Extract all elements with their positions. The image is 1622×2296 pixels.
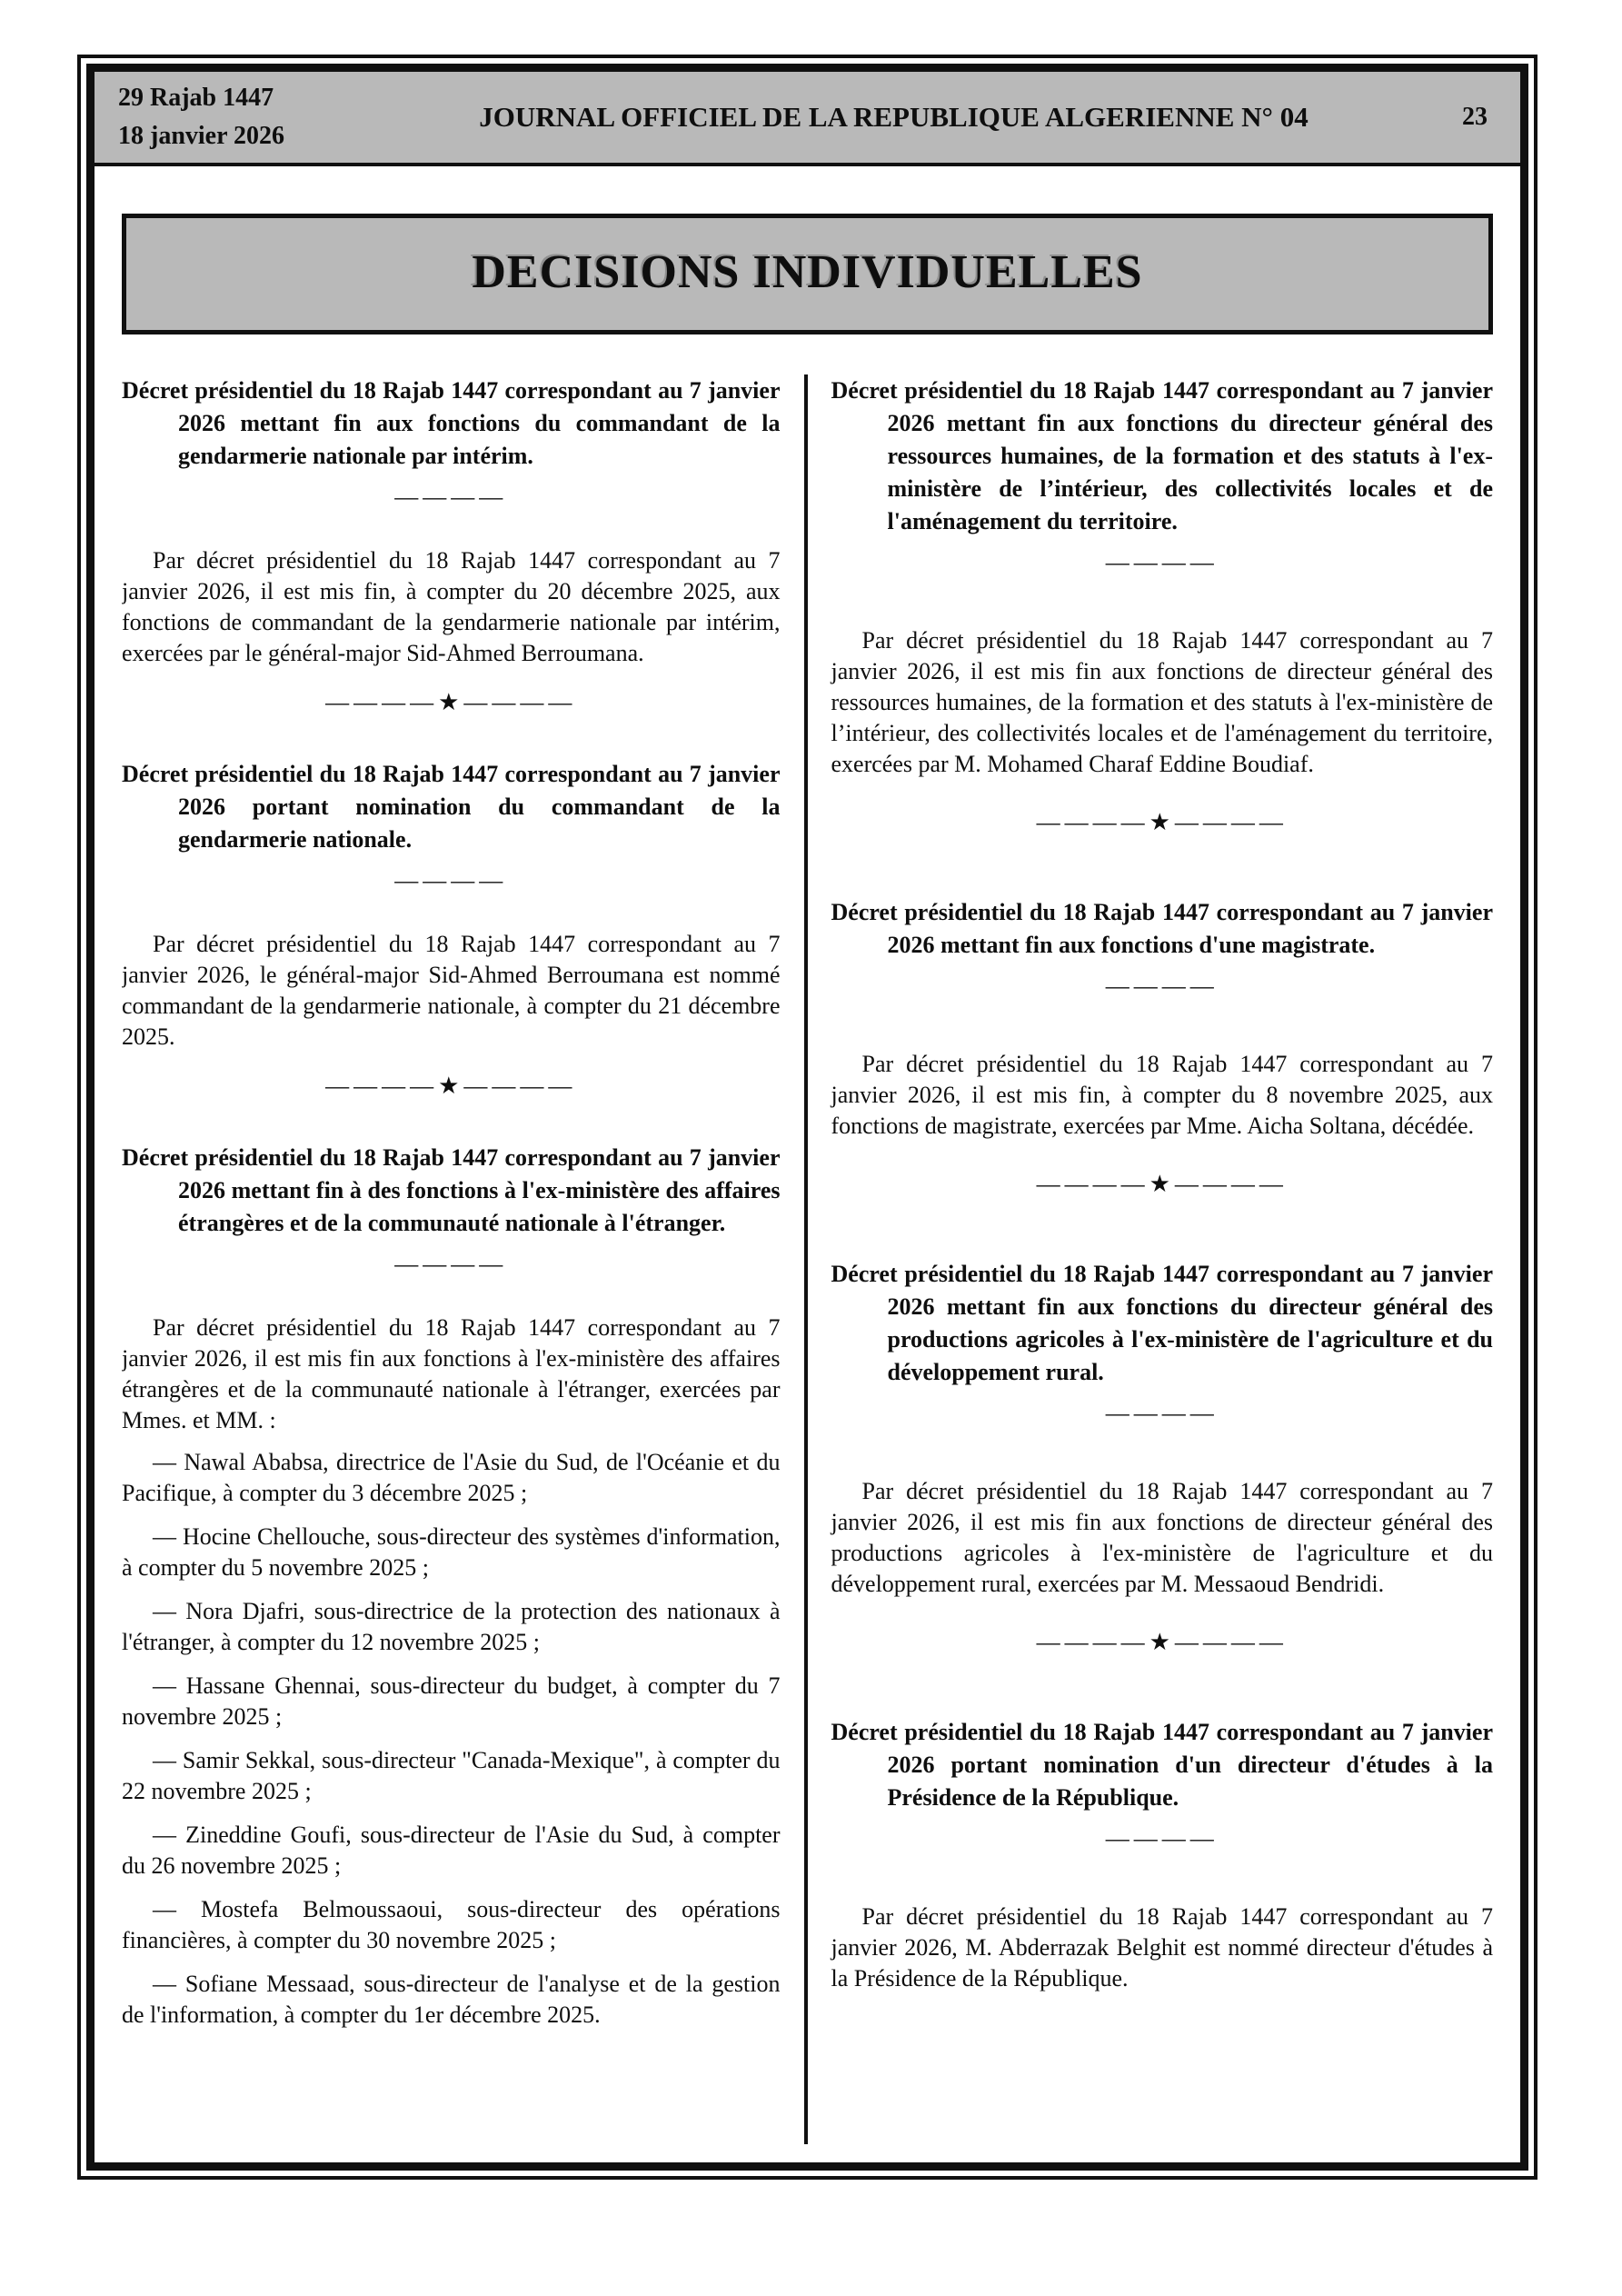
separator-dashes: ————: [1105, 1400, 1219, 1426]
decree-block: [122, 758, 781, 1102]
decree-block: [122, 1142, 781, 2031]
columns: [122, 374, 1493, 2144]
decree-paragraph: Par décret présidentiel du 18 Rajab 1447 correspondant au 7 janvier 2026, le général-major Sid-Ahmed Berroumana est nommé commandant de la gendarmerie nationale, à compter du 21 décembre 2025.: [122, 931, 781, 1050]
separator-star: ————★————: [325, 1073, 577, 1099]
decree-block: [831, 374, 1494, 838]
journal-title: JOURNAL OFFICIEL DE LA REPUBLIQUE ALGERIENNE N° 04: [479, 101, 1309, 133]
decree-paragraph: Par décret présidentiel du 18 Rajab 1447 correspondant au 7 janvier 2026, M. Abderrazak Belghit est nommé directeur d'études à la Présidence de la République.: [831, 1903, 1493, 1992]
decree-list-item: — Hocine Chellouche, sous-directeur des systèmes d'information, à compter du 5 novembre 2025 ;: [122, 1523, 781, 1581]
separator-dashes: ————: [394, 1251, 508, 1277]
separator-dashes: ————: [394, 867, 508, 893]
decree-paragraph: Par décret présidentiel du 18 Rajab 1447 correspondant au 7 janvier 2026, il est mis fin aux fonctions à l'ex-ministère des affaires étrangères et de la communauté nationale à l'étranger, exercées par Mmes. et MM. :: [122, 1314, 781, 1433]
header-dates: [118, 79, 418, 155]
separator-star: ————★————: [325, 689, 577, 715]
decree-paragraph: Par décret présidentiel du 18 Rajab 1447 correspondant au 7 janvier 2026, il est mis fin aux fonctions de directeur général des ressources humaines, de la formation et des statuts à l'ex-ministère de l’intérieur, des collectivités locales et de l'aménagement du territoire, exercées par M. Mohamed Charaf Eddine Boudiaf.: [831, 627, 1493, 777]
separator-star: ————★————: [1036, 809, 1288, 835]
decree-heading: Décret présidentiel du 18 Rajab 1447 correspondant au 7 janvier 2026 mettant fin aux fonctions du directeur général des productions agricoles à l'ex-ministère de l'agriculture et du développement rural.: [831, 1261, 1493, 1385]
decree-heading: Décret présidentiel du 18 Rajab 1447 correspondant au 7 janvier 2026 mettant fin aux fonctions d'une magistrate.: [831, 899, 1493, 958]
decree-paragraph: Par décret présidentiel du 18 Rajab 1447 correspondant au 7 janvier 2026, il est mis fin, à compter du 8 novembre 2025, aux fonctions de magistrate, exercées par Mme. Aicha Soltana, décédée.: [831, 1051, 1493, 1139]
column-right: [808, 374, 1494, 2144]
date-gregorian: 18 janvier 2026: [118, 122, 285, 150]
page-content: [95, 166, 1520, 2162]
column-left: [122, 374, 808, 2144]
decree-list-item: — Mostefa Belmoussaoui, sous-directeur des opérations financières, à compter du 30 novembre 2025 ;: [122, 1896, 781, 1953]
separator-dashes: ————: [1105, 973, 1219, 999]
header-band: [95, 72, 1520, 166]
decree-block: [831, 896, 1494, 1200]
decree-paragraph: Par décret présidentiel du 18 Rajab 1447 correspondant au 7 janvier 2026, il est mis fin aux fonctions de directeur général des productions agricoles à l'ex-ministère de l'agriculture et du développement rural, exercées par M. Messaoud Bendridi.: [831, 1478, 1493, 1597]
date-hijri: 29 Rajab 1447: [118, 84, 274, 112]
decree-list-item: — Zineddine Goufi, sous-directeur de l'Asie du Sud, à compter du 26 novembre 2025 ;: [122, 1822, 781, 1879]
decree-block: [831, 1716, 1494, 1994]
page-inner-frame: [86, 64, 1528, 2171]
decree-heading: Décret présidentiel du 18 Rajab 1447 correspondant au 7 janvier 2026 mettant fin à des fonctions à l'ex-ministère des affaires étrangères et de la communauté nationale à l'étranger.: [122, 1144, 781, 1236]
decree-list-item: — Hassane Ghennai, sous-directeur du budget, à compter du 7 novembre 2025 ;: [122, 1672, 781, 1730]
decree-heading: Décret présidentiel du 18 Rajab 1447 correspondant au 7 janvier 2026 portant nomination du commandant de la gendarmerie nationale.: [122, 761, 781, 853]
decree-list-item: — Nora Djafri, sous-directrice de la protection des nationaux à l'étranger, à compter du 12 novembre 2025 ;: [122, 1598, 781, 1655]
decree-block: [831, 1258, 1494, 1658]
page-number: 23: [1462, 103, 1488, 131]
decree-heading: Décret présidentiel du 18 Rajab 1447 correspondant au 7 janvier 2026 mettant fin aux fonctions du commandant de la gendarmerie nationale par intérim.: [122, 377, 781, 469]
decree-heading: Décret présidentiel du 18 Rajab 1447 correspondant au 7 janvier 2026 mettant fin aux fonctions du directeur général des ressources humaines, de la formation et des statuts à l'ex-ministère de l’intérieur, des collectivités locales et de l'aménagement du territoire.: [831, 377, 1493, 534]
separator-star: ————★————: [1036, 1171, 1288, 1197]
separator-star: ————★————: [1036, 1629, 1288, 1655]
page-frame: [77, 55, 1537, 2180]
section-title: DECISIONS INDIVIDUELLES: [472, 246, 1143, 298]
decree-list-item: — Nawal Ababsa, directrice de l'Asie du Sud, de l'Océanie et du Pacifique, à compter du 3 décembre 2025 ;: [122, 1449, 781, 1506]
decree-heading: Décret présidentiel du 18 Rajab 1447 correspondant au 7 janvier 2026 portant nomination d'un directeur d'études à la Présidence de la République.: [831, 1719, 1493, 1811]
decree-block: [122, 374, 781, 718]
separator-dashes: ————: [394, 484, 508, 510]
section-title-box: [122, 214, 1493, 334]
decree-list-item: — Sofiane Messaad, sous-directeur de l'analyse et de la gestion de l'information, à compter du 1er décembre 2025.: [122, 1971, 781, 2028]
separator-dashes: ————: [1105, 1825, 1219, 1852]
separator-dashes: ————: [1105, 549, 1219, 575]
decree-list-item: — Samir Sekkal, sous-directeur "Canada-Mexique", à compter du 22 novembre 2025 ;: [122, 1747, 781, 1804]
decree-paragraph: Par décret présidentiel du 18 Rajab 1447 correspondant au 7 janvier 2026, il est mis fin, à compter du 20 décembre 2025, aux fonctions de commandant de la gendarmerie nationale par intérim, exercées par le général-major Sid-Ahmed Berroumana.: [122, 547, 781, 666]
